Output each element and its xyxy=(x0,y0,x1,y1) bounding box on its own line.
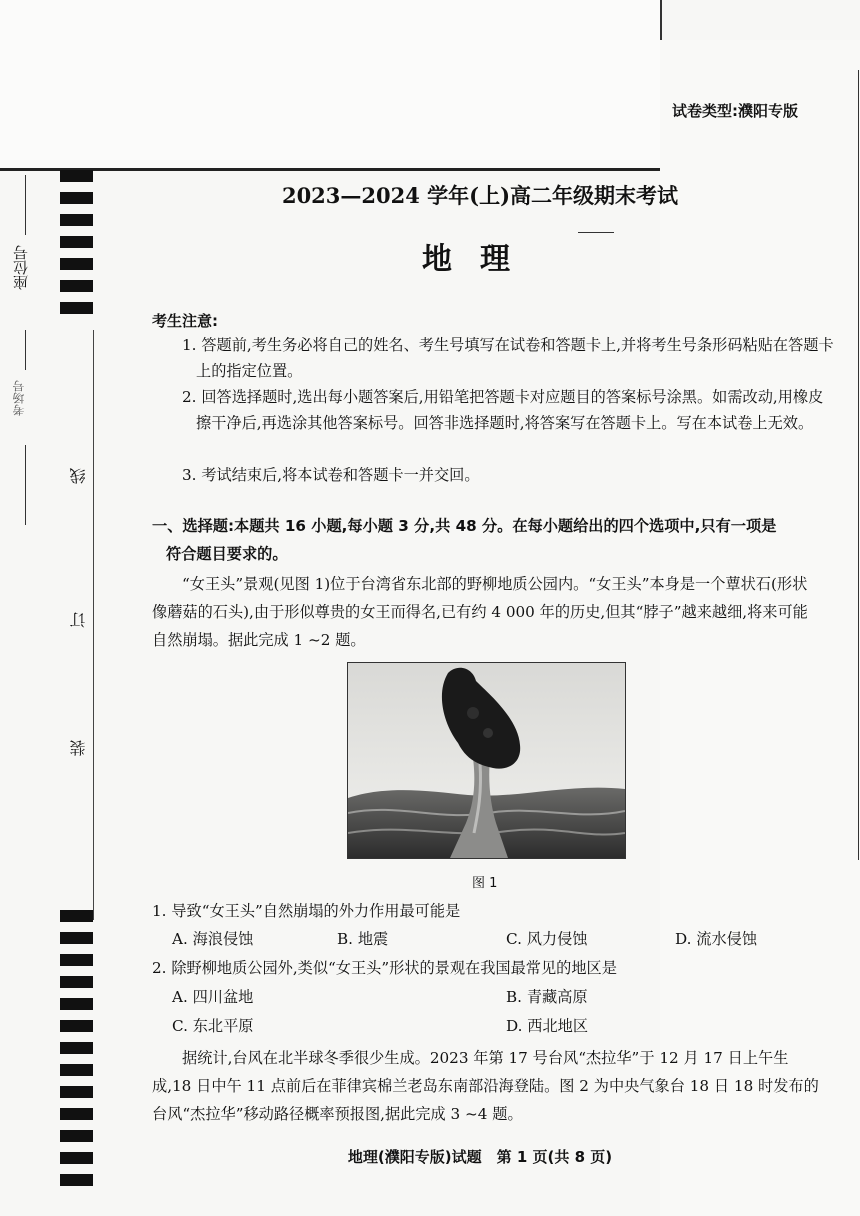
question-1-option-c: C. 风力侵蚀 xyxy=(506,930,588,948)
seat-blank-line xyxy=(25,175,26,235)
question-1-option-b: B. 地震 xyxy=(337,930,389,948)
seat-number-label: 座位号 xyxy=(12,245,30,290)
binding-stripe xyxy=(60,1108,93,1120)
margin-char-order: 订 xyxy=(69,612,88,628)
question-1-option-a: A. 海浪侵蚀 xyxy=(172,930,254,948)
section-heading-line-2: 符合题目要求的。 xyxy=(166,545,288,563)
question-2-option-c: C. 东北平原 xyxy=(172,1017,254,1035)
binding-margin-line xyxy=(93,330,94,920)
exam-type-label: 试卷类型:濮阳专版 xyxy=(672,102,798,120)
binding-stripe xyxy=(60,258,93,270)
exam-title: 2023—2024 学年(上)高二年级期末考试 xyxy=(281,183,679,208)
binding-stripe xyxy=(60,1086,93,1098)
notice-item-2: 2. 回答选择题时,选出每小题答案后,用铅笔把答题卡对应题目的答案标号涂黑。如需改动,用橡皮擦干净后,再选涂其他答案标号。回答非选择题时,将答案写在答题卡上。写在本试卷上无效。 xyxy=(182,388,824,432)
right-edge-line xyxy=(858,70,859,860)
binding-stripe xyxy=(60,236,93,248)
binding-stripe xyxy=(60,910,93,922)
figure-queen-head-photo xyxy=(347,662,626,859)
figure-caption: 图 1 xyxy=(472,876,498,891)
binding-stripe xyxy=(60,170,93,182)
binding-stripe xyxy=(60,280,93,292)
notice-item-3: 3. 考试结束后,将本试卷和答题卡一并交回。 xyxy=(182,466,480,484)
binding-stripe xyxy=(60,302,93,314)
question-1-option-d: D. 流水侵蚀 xyxy=(675,930,758,948)
binding-stripe xyxy=(60,976,93,988)
exam-room-label: 考场号 xyxy=(12,380,26,416)
binding-stripe xyxy=(60,214,93,226)
question-2-option-b: B. 青藏高原 xyxy=(506,988,588,1006)
binding-stripe xyxy=(60,932,93,944)
passage-1: “女王头”景观(见图 1)位于台湾省东北部的野柳地质公园内。“女王头”本身是一个蕈状石(形状像蘑菇的石头),由于形似尊贵的女王而得名,已有约 4 000 年的历史,但其“脖子”越来越细,将来可能自然崩塌。据此完成 1 ~2 题。 xyxy=(152,575,808,649)
binding-stripe xyxy=(60,192,93,204)
question-2-option-d: D. 西北地区 xyxy=(506,1017,589,1035)
binding-stripe xyxy=(60,954,93,966)
page-footer: 地理(濮阳专版)试题 第 1 页(共 8 页) xyxy=(347,1148,613,1166)
subject-title: 地理 xyxy=(422,242,538,277)
section-heading xyxy=(152,512,822,568)
notice-heading: 考生注意: xyxy=(152,312,218,330)
margin-char-line: 线 xyxy=(69,468,88,484)
notice-item-1: 1. 答题前,考生务必将自己的姓名、考生号填写在试卷和答题卡上,并将考生号条形码粘贴在答题卡上的指定位置。 xyxy=(182,336,834,380)
binding-stripe xyxy=(60,1020,93,1032)
binding-stripes xyxy=(60,170,93,1190)
queen-head-rock-icon xyxy=(348,663,625,858)
binding-stripe xyxy=(60,1064,93,1076)
binding-stripe xyxy=(60,998,93,1010)
exam-room-blank-line xyxy=(25,330,26,370)
passage-2: 据统计,台风在北半球冬季很少生成。2023 年第 17 号台风“杰拉华”于 12 月 17 日上午生成,18 日中午 11 点前后在菲律宾棉兰老岛东南部沿海登陆。图 2 为中央气象台 18 日 18 时发布的台风“杰拉华”移动路径概率预报图,据此完成 3 ~4 题。 xyxy=(152,1049,819,1123)
title-dash xyxy=(578,232,614,233)
binding-stripe xyxy=(60,1174,93,1186)
folded-paper-edge xyxy=(0,0,662,171)
question-2-option-a: A. 四川盆地 xyxy=(172,988,254,1006)
section-heading-line-1: 一、选择题:本题共 16 小题,每小题 3 分,共 48 分。在每小题给出的四个选项中,只有一项是 xyxy=(152,517,777,535)
name-blank-line xyxy=(25,445,26,525)
question-2-stem: 2. 除野柳地质公园外,类似“女王头”形状的景观在我国最常见的地区是 xyxy=(152,959,617,977)
binding-stripe xyxy=(60,1152,93,1164)
binding-stripe xyxy=(60,1042,93,1054)
question-1-stem: 1. 导致“女王头”自然崩塌的外力作用最可能是 xyxy=(152,902,461,920)
margin-char-bind: 装 xyxy=(69,740,88,756)
binding-stripe xyxy=(60,1130,93,1142)
